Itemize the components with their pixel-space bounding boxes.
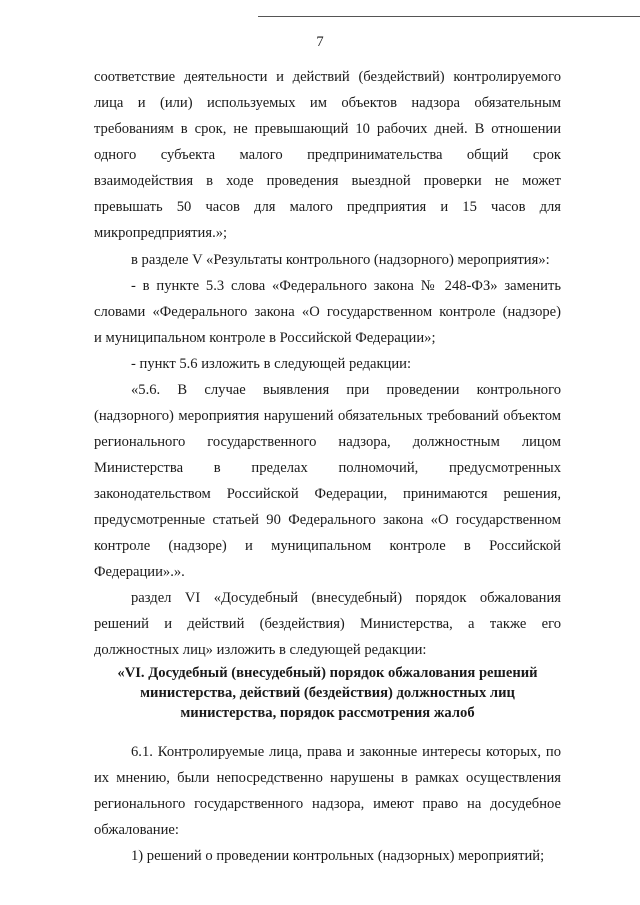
section-heading: «VI. Досудебный (внесудебный) порядок обжалования решений (117, 665, 538, 681)
text-line: Министерства в пределах полномочий, предусмотренных (94, 460, 561, 476)
text-line: (надзорного) мероприятия нарушений обязательных требований объектом (94, 408, 561, 424)
text-line: предусмотренные статьей 90 Федерального закона «О государственном (94, 512, 561, 528)
text-line: регионального государственного надзора, имеют право на досудебное (94, 796, 561, 812)
text-line: «5.6. В случае выявления при проведении контрольного (131, 382, 561, 398)
text-line: законодательством Российской Федерации, принимаются решения, (94, 486, 561, 502)
text-line: превышать 50 часов для малого предприятия и 15 часов для (94, 199, 561, 215)
text-line: 6.1. Контролируемые лица, права и законные интересы которых, по (131, 744, 561, 760)
page-number: 7 (316, 34, 324, 50)
text-line: обжалование: (94, 822, 179, 838)
text-line: словами «Федерального закона «О государственном контроле (надзоре) (94, 304, 561, 320)
text-line: взаимодействия в ходе проведения выездной проверки не может (94, 173, 561, 189)
text-line: одного субъекта малого предпринимательства общий срок (94, 147, 561, 163)
text-line: раздел VI «Досудебный (внесудебный) порядок обжалования (131, 590, 561, 606)
text-line: 1) решений о проведении контрольных (надзорных) мероприятий; (131, 848, 545, 864)
section-heading: министерства, действий (бездействия) должностных лиц (140, 685, 515, 701)
text-line: требованиям в срок, не превышающий 10 рабочих дней. В отношении (94, 121, 561, 137)
text-line: решений и действий (бездействия) Министерства, а также его (94, 616, 561, 632)
text-line: и муниципальном контроле в Российской Федерации»; (94, 330, 436, 346)
text-line: их мнению, были непосредственно нарушены в рамках осуществления (94, 770, 561, 786)
text-line: должностных лиц» изложить в следующей редакции: (94, 642, 427, 658)
text-line: лица и (или) используемых им объектов надзора обязательным (94, 95, 561, 111)
text-line: соответствие деятельности и действий (бездействий) контролируемого (94, 69, 561, 85)
top-border-line (258, 16, 640, 17)
text-line: - в пункте 5.3 слова «Федерального закона № 248-ФЗ» заменить (131, 278, 561, 294)
text-line: контроле (надзоре) и муниципальном контроле в Российской (94, 538, 561, 554)
text-line: Федерации».». (94, 564, 185, 580)
text-line: - пункт 5.6 изложить в следующей редакции: (131, 356, 412, 372)
text-line: регионального государственного надзора, должностным лицом (94, 434, 561, 450)
text-line: микропредприятия.»; (94, 225, 228, 241)
text-line: в разделе V «Результаты контрольного (надзорного) мероприятия»: (131, 252, 550, 268)
section-heading: министерства, порядок рассмотрения жалоб (180, 705, 475, 721)
